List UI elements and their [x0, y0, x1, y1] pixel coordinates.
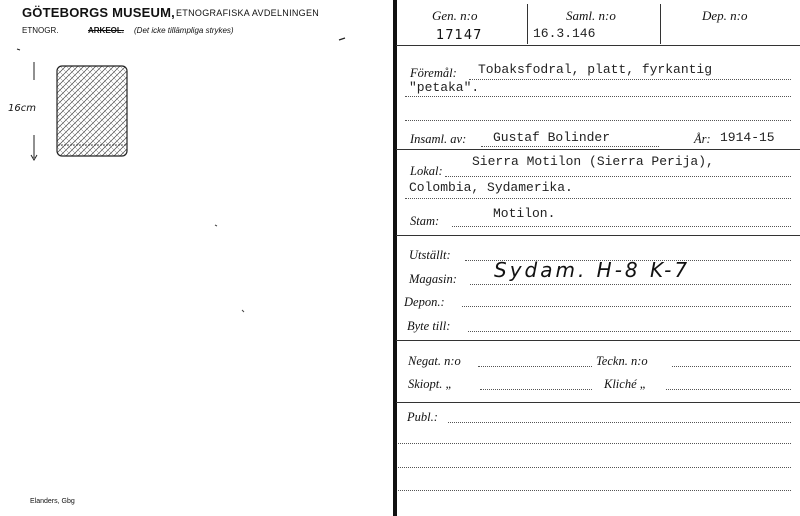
lokal-label: Lokal:	[410, 164, 443, 178]
foremal-dotted-line-3	[405, 120, 791, 121]
negat-label: Negat. n:o	[408, 354, 461, 368]
depon-label: Depon.:	[404, 295, 445, 309]
utstallt-label: Utställt:	[409, 248, 451, 262]
printer-mark: Elanders, Gbg	[30, 498, 75, 505]
ar-value: 1914-15	[720, 130, 775, 145]
magasin-label: Magasin:	[409, 272, 457, 286]
foremal-value-line2: "petaka".	[409, 80, 480, 95]
department-name: ETNOGRAFISKA AVDELNINGEN	[176, 8, 320, 18]
byte-label: Byte till:	[407, 319, 451, 333]
publ-dotted-line-2	[398, 443, 791, 444]
teckn-dotted-line	[672, 366, 791, 367]
saml-no-value: 16.3.146	[533, 26, 596, 41]
publ-dotted-line	[448, 422, 791, 423]
dep-no-label: Dep. n:o	[702, 8, 748, 23]
etnogr-label: ETNOGR.	[22, 26, 59, 35]
rule-top	[396, 45, 800, 46]
rule-insaml	[396, 149, 800, 150]
stam-label: Stam:	[410, 214, 440, 228]
publ-dotted-line-3	[398, 467, 791, 468]
ar-label: År:	[694, 132, 711, 146]
insaml-label: Insaml. av:	[410, 132, 467, 146]
publ-label: Publ.:	[407, 410, 438, 424]
col-divider-1	[527, 4, 528, 44]
teckn-label: Teckn. n:o	[596, 354, 648, 368]
foremal-dotted-line	[469, 79, 791, 80]
lokal-value-line1: Sierra Motilon (Sierra Perija),	[472, 154, 714, 169]
card-left-border	[393, 0, 397, 516]
museum-name: GÖTEBORGS MUSEUM,	[22, 5, 175, 20]
lokal-dotted-line-2	[405, 198, 791, 199]
kliche-label: Kliché „	[604, 377, 647, 391]
byte-dotted-line	[468, 331, 791, 332]
skiopt-label: Skiopt. „	[408, 377, 453, 391]
insaml-value: Gustaf Bolinder	[493, 130, 611, 145]
negat-dotted-line	[478, 366, 592, 367]
strike-note: (Det icke tillämpliga strykes)	[134, 26, 234, 35]
foremal-value-line1: Tobaksfodral, platt, fyrkantig	[478, 62, 713, 77]
object-sketch	[0, 0, 390, 516]
gen-no-value: 17147	[436, 28, 483, 43]
gen-no-label: Gen. n:o	[432, 8, 478, 23]
kliche-dotted-line	[666, 389, 791, 390]
magasin-dotted-line	[470, 284, 791, 285]
stam-dotted-line	[452, 226, 791, 227]
col-divider-2	[660, 4, 661, 44]
stam-value: Motilon.	[493, 206, 556, 221]
saml-no-label: Saml. n:o	[566, 8, 616, 23]
magasin-value: Sydam. H-8 K-7	[494, 258, 691, 282]
rule-skiopt	[396, 402, 800, 403]
size-annotation: 16cm	[8, 103, 36, 114]
rule-byte	[396, 340, 800, 341]
depon-dotted-line	[462, 306, 791, 307]
insaml-dotted-line	[481, 146, 659, 147]
publ-dotted-line-4	[398, 490, 791, 491]
foremal-label: Föremål:	[410, 66, 457, 80]
skiopt-dotted-line	[480, 389, 592, 390]
rule-stam	[396, 235, 800, 236]
foremal-dotted-line-2	[405, 96, 791, 97]
lokal-value-line2: Colombia, Sydamerika.	[409, 180, 573, 195]
lokal-dotted-line	[445, 176, 791, 177]
arkeol-label-struck: ARKEOL.	[88, 26, 124, 35]
